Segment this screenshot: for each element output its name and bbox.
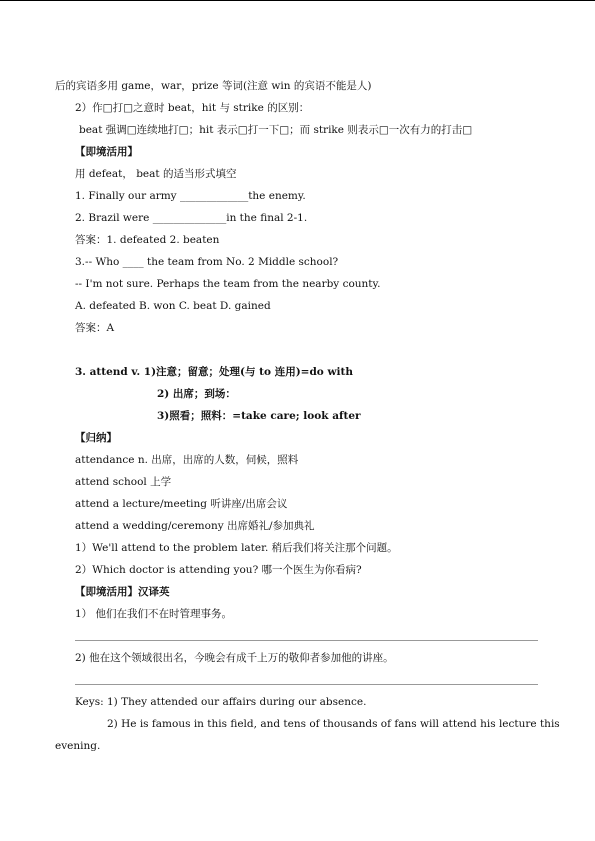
keys-answer-1: Keys: 1) They attended our affairs during our absence. bbox=[75, 696, 367, 708]
summary-attend-lecture: attend a lecture/meeting 听讲座/出席会议 bbox=[75, 498, 288, 510]
answer-line-1 bbox=[75, 640, 538, 641]
keys-answer-2: 2) He is famous in this field, and tens of thousands of fans will attend his lecture this bbox=[107, 718, 560, 730]
exercise-answer-2: 答案：A bbox=[75, 322, 115, 334]
exercise-instruction: 用 defeat， beat 的适当形式填空 bbox=[75, 168, 237, 180]
summary-attend-school: attend school 上学 bbox=[75, 476, 172, 488]
exercise-item-2: 2. Brazil were ______________in the final 2-1. bbox=[75, 212, 308, 224]
exercise-item-1: 1. Finally our army _____________the enemy. bbox=[75, 190, 306, 202]
section-heading-practice: 【即境活用】 bbox=[75, 146, 138, 158]
vocab-attend-meaning-2: 2) 出席；到场： bbox=[157, 388, 236, 400]
exercise-item-3-reply: -- I'm not sure. Perhaps the team from the nearby county. bbox=[75, 278, 381, 290]
text-line-win-object-note: 后的宾语多用 game，war，prize 等词(注意 win 的宾语不能是人) bbox=[55, 80, 372, 92]
vocab-attend-meaning-3: 3)照看；照料：=take care; look after bbox=[157, 410, 361, 422]
section-heading-translation: 【即境活用】汉译英 bbox=[75, 586, 170, 598]
exercise-answer-1: 答案：1. defeated 2. beaten bbox=[75, 234, 220, 246]
keys-answer-2-continued: evening. bbox=[55, 740, 101, 752]
text-line-beat-hit-strike-heading: 2）作□打□之意时 beat，hit 与 strike 的区别： bbox=[75, 102, 310, 114]
text-line-beat-hit-strike-difference: beat 强调□连续地打□；hit 表示□打一下□；而 strike 则表示□一次有力的打击□ bbox=[79, 124, 473, 136]
page-top-border bbox=[0, 0, 595, 1]
summary-attendance: attendance n. 出席，出席的人数，伺候，照料 bbox=[75, 454, 299, 466]
section-heading-summary: 【归纳】 bbox=[75, 432, 117, 444]
answer-line-2 bbox=[75, 684, 538, 685]
example-sentence-1: 1）We'll attend to the problem later. 稍后我们将关注那个问题。 bbox=[75, 542, 398, 554]
translation-prompt-2: 2) 他在这个领域很出名，今晚会有成千上万的敬仰者参加他的讲座。 bbox=[75, 652, 394, 664]
example-sentence-2: 2）Which doctor is attending you? 哪一个医生为你看病? bbox=[75, 564, 362, 576]
vocab-heading-attend: 3. attend v. 1)注意；留意；处理(与 to 连用)=do with bbox=[75, 366, 353, 378]
exercise-item-3-question: 3.-- Who ____ the team from No. 2 Middle school? bbox=[75, 256, 339, 268]
translation-prompt-1: 1） 他们在我们不在时管理事务。 bbox=[75, 608, 233, 620]
summary-attend-wedding: attend a wedding/ceremony 出席婚礼/参加典礼 bbox=[75, 520, 315, 532]
exercise-item-3-options: A. defeated B. won C. beat D. gained bbox=[75, 300, 271, 312]
